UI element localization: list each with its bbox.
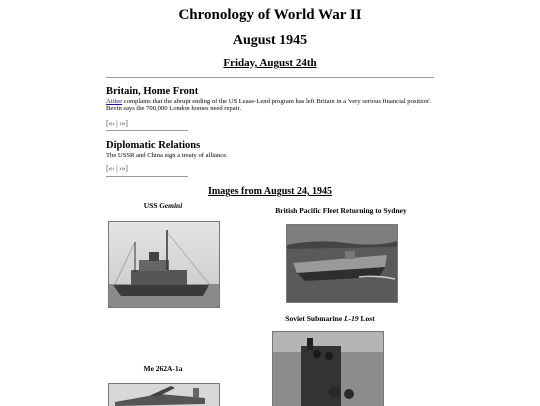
divider-short: [106, 130, 188, 131]
image-caption-pacific-fleet: British Pacific Fleet Returning to Sydney: [275, 206, 407, 215]
section-text-britain: [106, 98, 436, 112]
next-icon[interactable]: ›: [119, 164, 122, 173]
section-heading-diplomatic: Diplomatic Relations: [106, 140, 201, 151]
attlee-link[interactable]: Attlee: [106, 98, 123, 105]
section-nav-bar: [«‹ | ›»]: [106, 119, 128, 128]
uss-gemini-photo[interactable]: [108, 221, 220, 308]
first-icon[interactable]: «: [108, 119, 113, 128]
date-heading: Friday, August 24th: [223, 57, 317, 69]
nav-separator: |: [116, 164, 118, 173]
section-heading-britain: Britain, Home Front: [106, 86, 199, 97]
soviet-submarine-photo[interactable]: [272, 331, 384, 406]
first-icon[interactable]: «: [108, 164, 113, 173]
last-icon[interactable]: »: [121, 164, 126, 173]
divider-short: [106, 176, 188, 177]
nav-separator: |: [116, 119, 118, 128]
divider: [106, 77, 434, 78]
image-caption-soviet-submarine: Soviet Submarine L-19 Lost: [285, 314, 375, 323]
pacific-fleet-photo[interactable]: [286, 224, 398, 303]
next-icon[interactable]: ›: [119, 119, 122, 128]
me262-photo[interactable]: [108, 383, 220, 406]
month-heading: August 1945: [232, 33, 308, 48]
section-nav-bar: [«‹ | ›»]: [106, 164, 128, 173]
prev-icon[interactable]: ‹: [112, 119, 115, 128]
image-caption-me262: Me 262A-1a: [143, 364, 183, 373]
prev-icon[interactable]: ‹: [112, 164, 115, 173]
images-heading: Images from August 24, 1945: [208, 186, 332, 197]
image-caption-gemini: USS Gemini: [143, 201, 183, 210]
last-icon[interactable]: »: [121, 119, 126, 128]
page-title: Chronology of World War II: [178, 7, 362, 23]
section-body: complains that the abrupt ending of the US Lease-Lend program has left Britain in a 'very serious financial position'. Bevin says the 700,000 London homes need repair.: [106, 98, 432, 113]
section-text-diplomatic: The USSR and China sign a treaty of alliance.: [106, 152, 228, 159]
